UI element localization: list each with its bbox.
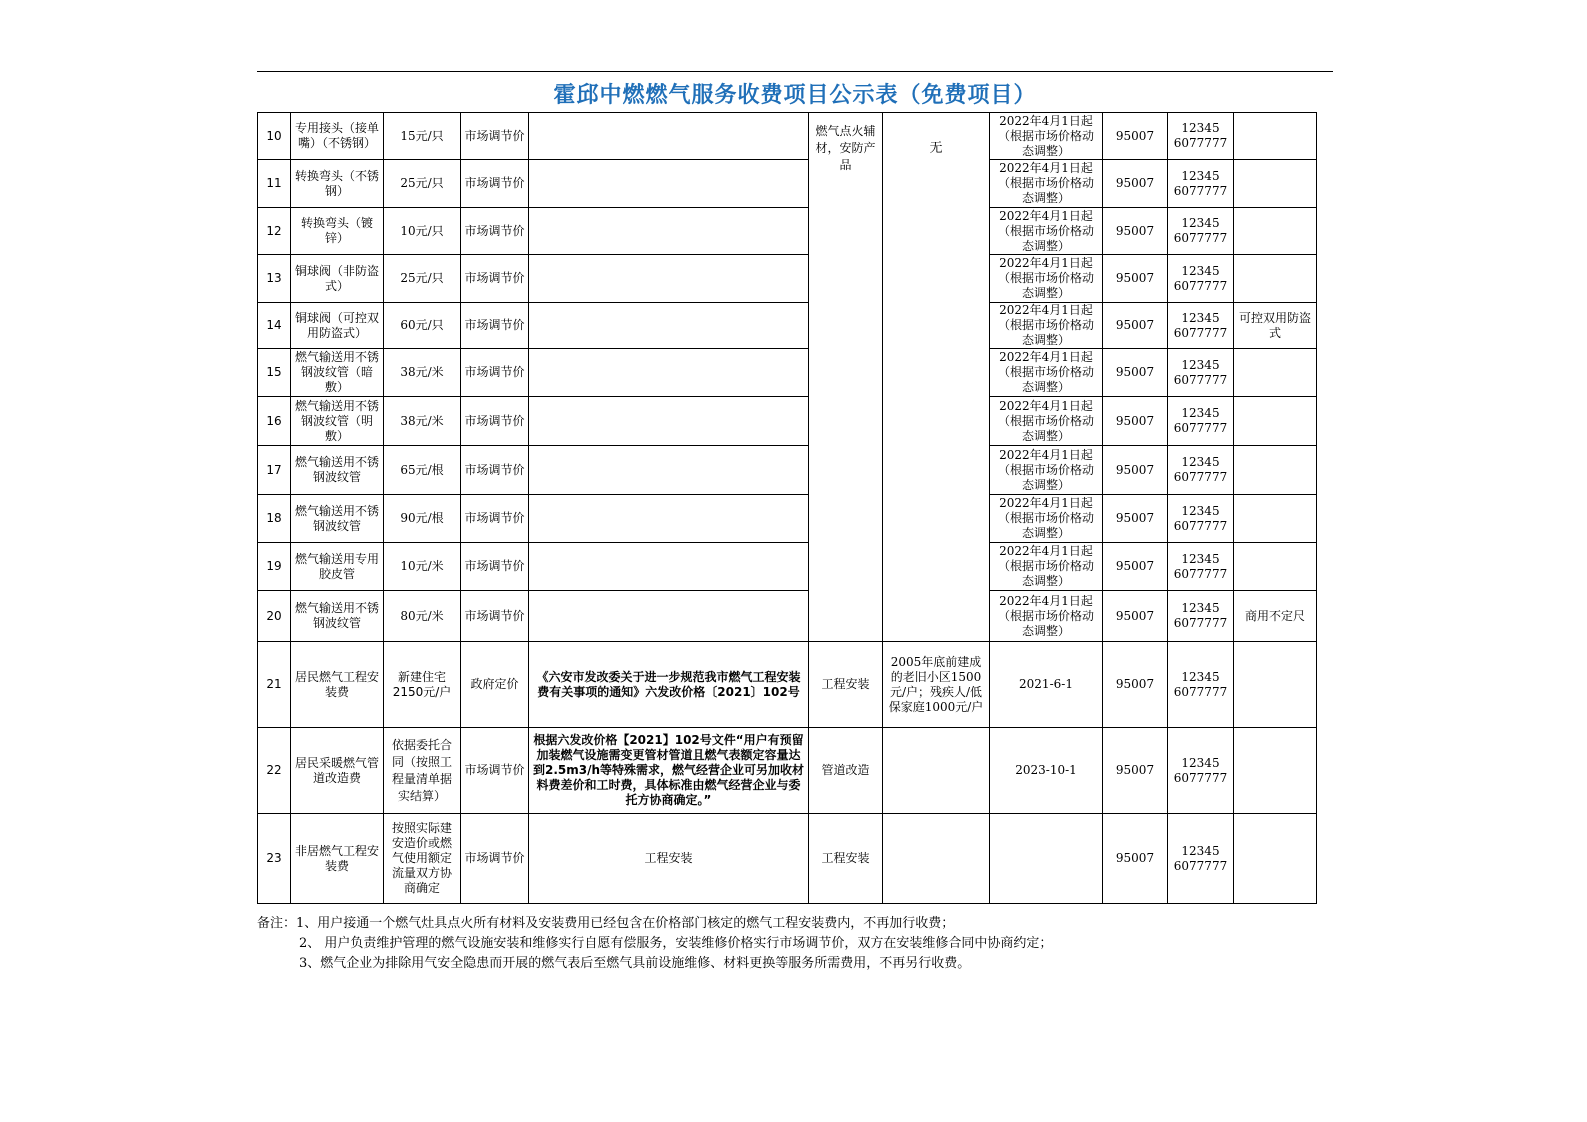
footnote-1: 备注：1、用户接通一个燃气灶具点火所有材料及安装费用已经包含在价格部门核定的燃气工程安装费内，不再加行收费；: [257, 916, 955, 931]
footnotes: [257, 914, 1333, 974]
row-number: 10: [258, 113, 291, 160]
pricing-method: 市场调节价: [461, 208, 529, 255]
row-number: 18: [258, 495, 291, 543]
service-hotline: 95007: [1103, 446, 1168, 495]
table-row: [258, 208, 1317, 255]
pricing-basis: [529, 543, 809, 591]
effective-date: 2022年4月1日起（根据市场价格动态调整）: [990, 208, 1103, 255]
row-number: 14: [258, 303, 291, 349]
row-note: [1234, 113, 1317, 160]
effective-date: 2022年4月1日起（根据市场价格动态调整）: [990, 349, 1103, 397]
service-hotline: 95007: [1103, 814, 1168, 904]
effective-date: 2022年4月1日起（根据市场价格动态调整）: [990, 495, 1103, 543]
service-hotline: 95007: [1103, 728, 1168, 814]
fee-table: [257, 112, 1317, 904]
row-note: [1234, 543, 1317, 591]
pricing-method: 市场调节价: [461, 349, 529, 397]
pricing-basis: [529, 349, 809, 397]
service-hotline: 95007: [1103, 113, 1168, 160]
item-price: 依据委托合同（按照工程量清单据实结算）: [384, 728, 461, 814]
item-name: 燃气输送用不锈钢波纹管（暗敷）: [291, 349, 384, 397]
item-name: 燃气输送用不锈钢波纹管: [291, 446, 384, 495]
table-row: [258, 814, 1317, 904]
table-row: [258, 543, 1317, 591]
row-number: 22: [258, 728, 291, 814]
item-price: 10元/米: [384, 543, 461, 591]
item-name: 燃气输送用不锈钢波纹管: [291, 495, 384, 543]
row-note: 商用不定尺: [1234, 591, 1317, 642]
row-note: [1234, 349, 1317, 397]
row-note: [1234, 495, 1317, 543]
row-note: 可控双用防盗式: [1234, 303, 1317, 349]
row-number: 15: [258, 349, 291, 397]
effective-date: 2022年4月1日起（根据市场价格动态调整）: [990, 303, 1103, 349]
complaint-phone: 12345 6077777: [1168, 160, 1234, 208]
item-price: 按照实际建安造价或燃气使用额定流量双方协商确定: [384, 814, 461, 904]
pricing-method: 市场调节价: [461, 591, 529, 642]
pricing-basis: [529, 303, 809, 349]
effective-date: 2022年4月1日起（根据市场价格动态调整）: [990, 543, 1103, 591]
row-number: 11: [258, 160, 291, 208]
table-row: [258, 591, 1317, 642]
service-type: 管道改造: [809, 728, 883, 814]
service-hotline: 95007: [1103, 397, 1168, 446]
item-name: 燃气输送用不锈钢波纹管（明敷）: [291, 397, 384, 446]
page-title: 霍邱中燃燃气服务收费项目公示表（免费项目）: [553, 83, 1037, 108]
pricing-basis: 《六安市发改委关于进一步规范我市燃气工程安装费有关事项的通知》六发改价格〔2021〕102号: [529, 642, 809, 728]
pricing-basis: [529, 208, 809, 255]
item-price: 25元/只: [384, 255, 461, 303]
pricing-method: 政府定价: [461, 642, 529, 728]
item-name: 非居燃气工程安装费: [291, 814, 384, 904]
item-name: 铜球阀（非防盗式）: [291, 255, 384, 303]
complaint-phone: 12345 6077777: [1168, 495, 1234, 543]
row-number: 19: [258, 543, 291, 591]
complaint-phone: 12345 6077777: [1168, 397, 1234, 446]
row-number: 16: [258, 397, 291, 446]
pricing-basis: [529, 397, 809, 446]
row-note: [1234, 255, 1317, 303]
pricing-method: 市场调节价: [461, 495, 529, 543]
item-name: 燃气输送用专用胶皮管: [291, 543, 384, 591]
service-hotline: 95007: [1103, 160, 1168, 208]
table-row: [258, 255, 1317, 303]
pricing-method: 市场调节价: [461, 728, 529, 814]
table-row: [258, 349, 1317, 397]
footnote-3: 3、燃气企业为排除用气安全隐患而开展的燃气表后至燃气具前设施维修、材料更换等服务所需费用，不再另行收费。: [299, 956, 971, 971]
row-number: 12: [258, 208, 291, 255]
service-type: 工程安装: [809, 814, 883, 904]
pricing-method: 市场调节价: [461, 543, 529, 591]
pricing-basis: [529, 591, 809, 642]
top-rule: [257, 71, 1333, 72]
service-remark-group: 无: [883, 113, 990, 642]
complaint-phone: 12345 6077777: [1168, 728, 1234, 814]
pricing-method: 市场调节价: [461, 397, 529, 446]
table-row: [258, 303, 1317, 349]
row-note: [1234, 728, 1317, 814]
item-price: 38元/米: [384, 349, 461, 397]
table-row: [258, 397, 1317, 446]
row-number: 21: [258, 642, 291, 728]
item-name: 转换弯头（镀锌）: [291, 208, 384, 255]
pricing-basis: [529, 255, 809, 303]
service-remark: [883, 814, 990, 904]
pricing-basis: [529, 113, 809, 160]
item-price: 25元/只: [384, 160, 461, 208]
row-note: [1234, 160, 1317, 208]
effective-date: 2022年4月1日起（根据市场价格动态调整）: [990, 591, 1103, 642]
pricing-method: 市场调节价: [461, 160, 529, 208]
pricing-method: 市场调节价: [461, 814, 529, 904]
item-price: 新建住宅2150元/户: [384, 642, 461, 728]
effective-date: 2021-6-1: [990, 642, 1103, 728]
complaint-phone: 12345 6077777: [1168, 642, 1234, 728]
complaint-phone: 12345 6077777: [1168, 255, 1234, 303]
table-row: [258, 113, 1317, 160]
item-price: 38元/米: [384, 397, 461, 446]
table-row: [258, 642, 1317, 728]
row-number: 23: [258, 814, 291, 904]
complaint-phone: 12345 6077777: [1168, 208, 1234, 255]
service-hotline: 95007: [1103, 495, 1168, 543]
pricing-basis: [529, 495, 809, 543]
item-name: 专用接头（接单嘴）（不锈钢）: [291, 113, 384, 160]
pricing-basis: 根据六发改价格【2021】102号文件“用户有预留加装燃气设施需变更管材管道且燃气表额定容量达到2.5m3/h等特殊需求，燃气经营企业可另加收材料费差价和工时费，具体标准由燃气经营企业与委托方协商确定。”: [529, 728, 809, 814]
table-row: [258, 728, 1317, 814]
item-price: 60元/只: [384, 303, 461, 349]
item-price: 65元/根: [384, 446, 461, 495]
effective-date: [990, 814, 1103, 904]
item-name: 居民采暖燃气管道改造费: [291, 728, 384, 814]
service-remark: 2005年底前建成的老旧小区1500元/户；残疾人/低保家庭1000元/户: [883, 642, 990, 728]
effective-date: 2022年4月1日起（根据市场价格动态调整）: [990, 255, 1103, 303]
pricing-basis: [529, 446, 809, 495]
service-hotline: 95007: [1103, 642, 1168, 728]
item-name: 转换弯头（不锈钢）: [291, 160, 384, 208]
row-number: 20: [258, 591, 291, 642]
item-name: 居民燃气工程安装费: [291, 642, 384, 728]
pricing-basis: 工程安装: [529, 814, 809, 904]
effective-date: 2022年4月1日起（根据市场价格动态调整）: [990, 446, 1103, 495]
row-note: [1234, 208, 1317, 255]
row-note: [1234, 397, 1317, 446]
complaint-phone: 12345 6077777: [1168, 113, 1234, 160]
effective-date: 2022年4月1日起（根据市场价格动态调整）: [990, 397, 1103, 446]
row-note: [1234, 642, 1317, 728]
complaint-phone: 12345 6077777: [1168, 349, 1234, 397]
service-type-group: 燃气点火辅材，安防产品: [809, 113, 883, 642]
service-hotline: 95007: [1103, 255, 1168, 303]
service-hotline: 95007: [1103, 543, 1168, 591]
item-name: 燃气输送用不锈钢波纹管: [291, 591, 384, 642]
item-price: 15元/只: [384, 113, 461, 160]
pricing-method: 市场调节价: [461, 255, 529, 303]
footnote-2: 2、 用户负责维护管理的燃气设施安装和维修实行自愿有偿服务，安装维修价格实行市场调节价，双方在安装维修合同中协商约定；: [299, 936, 1053, 951]
service-hotline: 95007: [1103, 591, 1168, 642]
service-hotline: 95007: [1103, 208, 1168, 255]
service-type: 工程安装: [809, 642, 883, 728]
pricing-basis: [529, 160, 809, 208]
service-remark: [883, 728, 990, 814]
item-price: 90元/根: [384, 495, 461, 543]
item-price: 80元/米: [384, 591, 461, 642]
row-note: [1234, 814, 1317, 904]
service-hotline: 95007: [1103, 349, 1168, 397]
table-row: [258, 160, 1317, 208]
item-price: 10元/只: [384, 208, 461, 255]
service-hotline: 95007: [1103, 303, 1168, 349]
row-number: 13: [258, 255, 291, 303]
complaint-phone: 12345 6077777: [1168, 814, 1234, 904]
pricing-method: 市场调节价: [461, 303, 529, 349]
row-note: [1234, 446, 1317, 495]
pricing-method: 市场调节价: [461, 446, 529, 495]
pricing-method: 市场调节价: [461, 113, 529, 160]
table-row: [258, 446, 1317, 495]
complaint-phone: 12345 6077777: [1168, 446, 1234, 495]
complaint-phone: 12345 6077777: [1168, 303, 1234, 349]
item-name: 铜球阀（可控双用防盗式）: [291, 303, 384, 349]
complaint-phone: 12345 6077777: [1168, 591, 1234, 642]
effective-date: 2023-10-1: [990, 728, 1103, 814]
effective-date: 2022年4月1日起（根据市场价格动态调整）: [990, 160, 1103, 208]
table-row: [258, 495, 1317, 543]
row-number: 17: [258, 446, 291, 495]
complaint-phone: 12345 6077777: [1168, 543, 1234, 591]
effective-date: 2022年4月1日起（根据市场价格动态调整）: [990, 113, 1103, 160]
